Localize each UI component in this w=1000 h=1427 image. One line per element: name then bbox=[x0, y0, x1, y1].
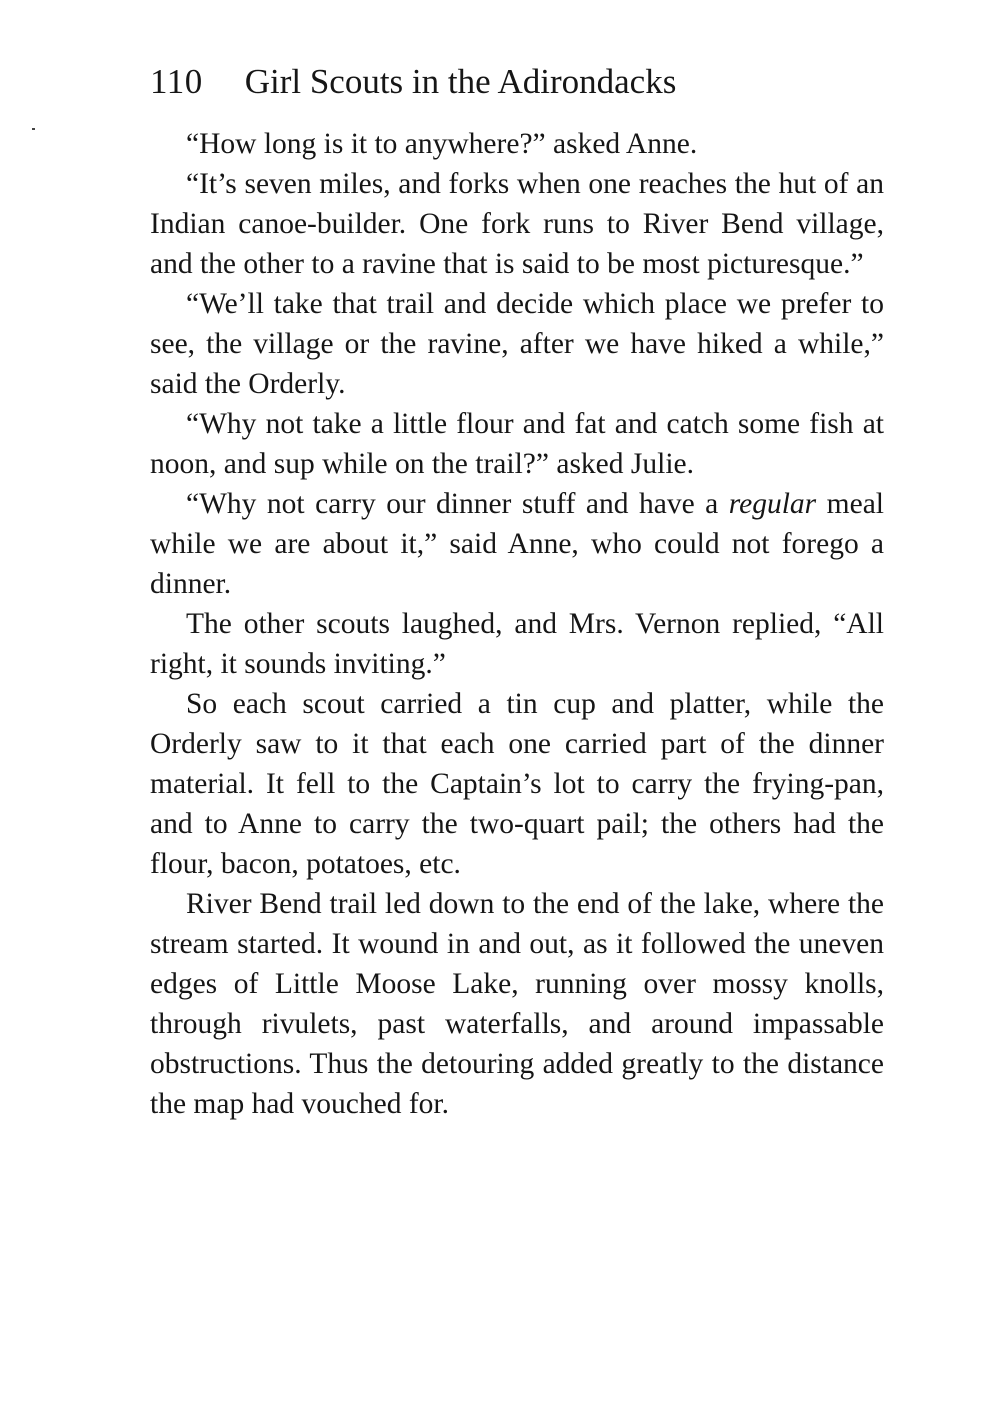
paragraph-text: meal while we are about it,” said Anne, who could not forego a dinner. bbox=[150, 488, 884, 600]
paragraph: “We’ll take that trail and decide which place we prefer to see, the village or the ravine, after we have hiked a while,” said the Orderly. bbox=[150, 288, 884, 400]
paragraph bbox=[150, 484, 884, 604]
italic-word: regular bbox=[728, 488, 817, 520]
paragraph: “Why not take a little flour and fat and catch some fish at noon, and sup while on the trail?” asked Julie. bbox=[150, 408, 884, 480]
paragraph: So each scout carried a tin cup and platter, while the Orderly saw to it that each one carried part of the dinner material. It fell to the Captain’s lot to carry the frying-pan, and to Anne to carry the two-quart pail; the others had the flour, bacon, potatoes, etc. bbox=[150, 688, 884, 880]
paragraph-text: “Why not carry our dinner stuff and have a bbox=[186, 488, 729, 520]
paragraph: “It’s seven miles, and forks when one reaches the hut of an Indian canoe-builder. One fork runs to River Bend village, and the other to a ravine that is said to be most picturesque.” bbox=[150, 168, 884, 280]
running-head bbox=[150, 58, 890, 106]
paragraph: “How long is it to anywhere?” asked Anne. bbox=[186, 128, 698, 160]
paragraph: The other scouts laughed, and Mrs. Vernon replied, “All right, it sounds inviting.” bbox=[150, 608, 884, 680]
body-text bbox=[150, 124, 884, 1124]
book-title: Girl Scouts in the Adirondacks bbox=[244, 62, 677, 101]
paragraph: River Bend trail led down to the end of the lake, where the stream started. It wound in and out, as it followed the uneven edges of Little Moose Lake, running over mossy knolls, through rivulets, past waterfalls, and around impassable obstructions. Thus the detouring added greatly to the distance the map had vouched for. bbox=[150, 888, 884, 1120]
stray-ink-mark bbox=[32, 128, 35, 130]
page-number: 110 bbox=[150, 62, 203, 101]
